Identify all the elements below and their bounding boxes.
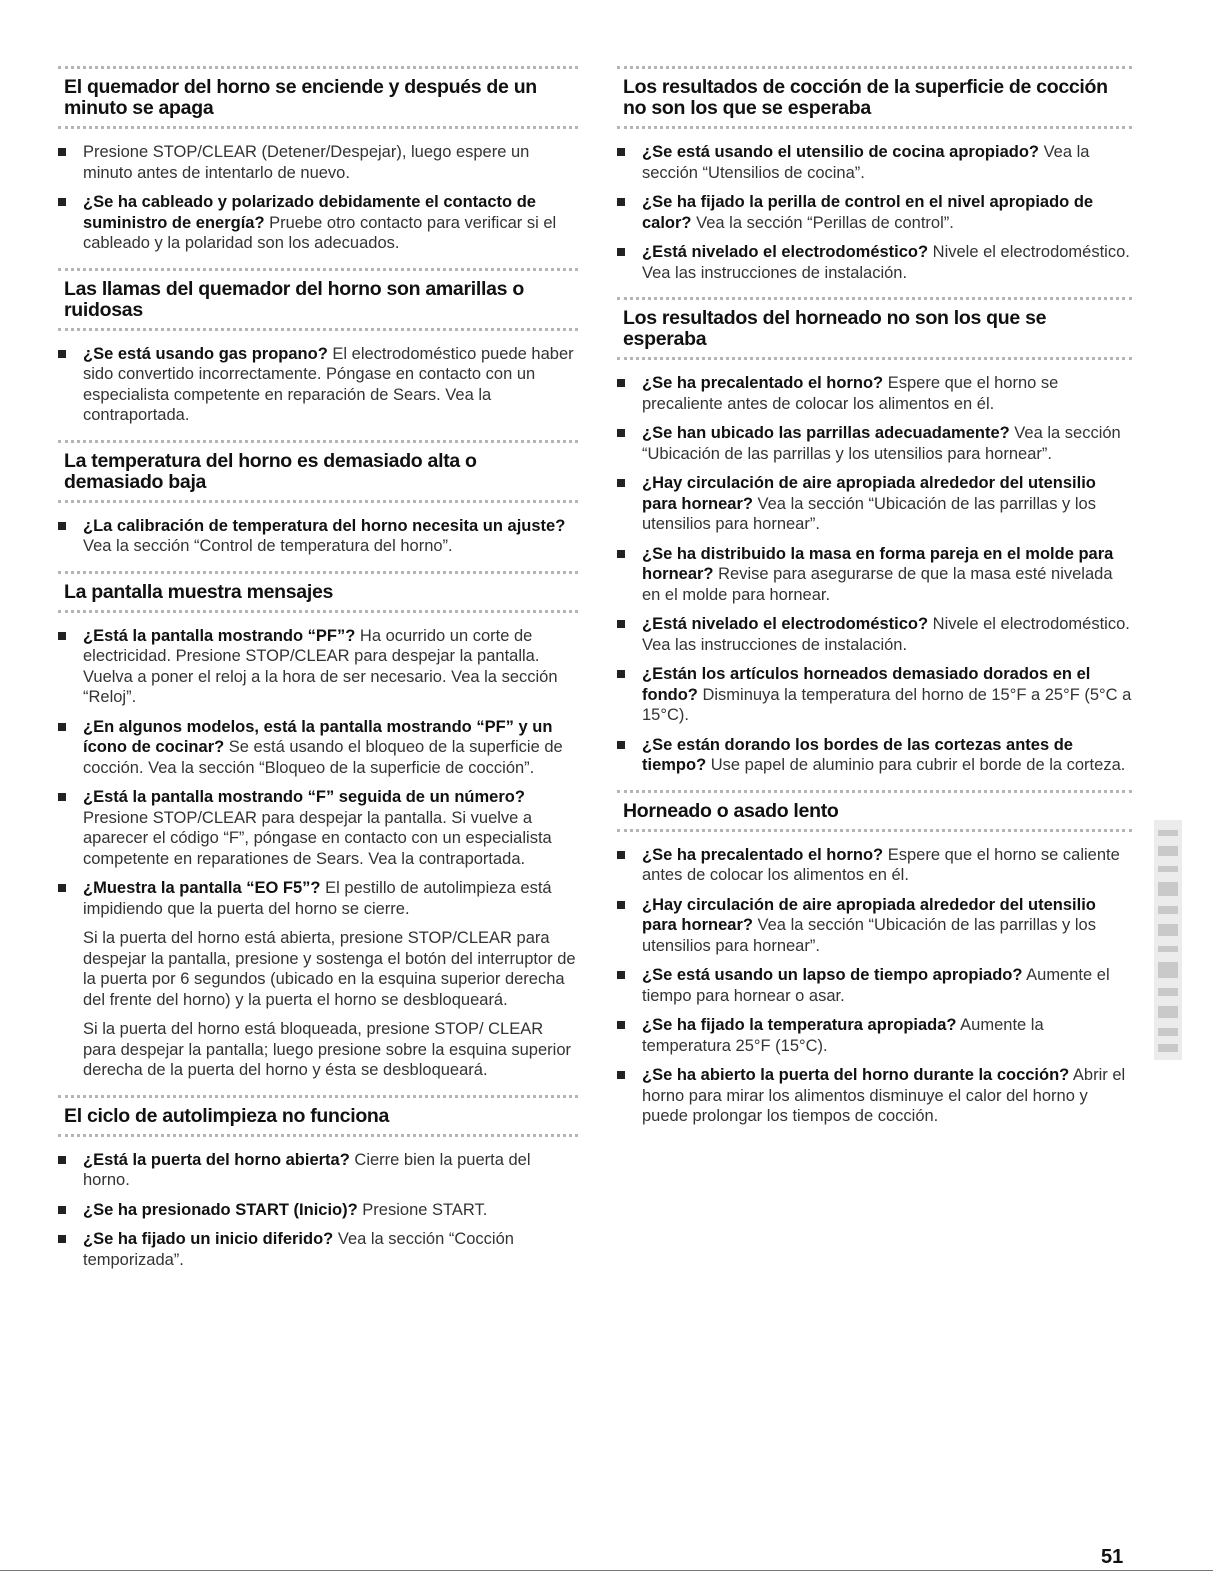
item-text: [83, 1200, 578, 1221]
item-answer: Presione STOP/CLEAR (Detener/Despejar), luego espere un minuto antes de intentarlo de nuevo.: [83, 143, 530, 182]
square-bullet-icon: [617, 851, 625, 859]
item-text: [642, 895, 1132, 957]
list-item: [58, 344, 578, 426]
item-answer: Ha ocurrido un corte de electricidad. Presione STOP/CLEAR para despejar la pantalla. Vuelva a poner el reloj a la hora de ser necesario. Vea la sección “Reloj”.: [83, 626, 558, 706]
item-question: ¿Se ha abierto la puerta del horno durante la cocción?: [642, 1066, 1070, 1084]
section-header: [58, 66, 578, 129]
item-question: ¿Está la pantalla mostrando “PF”?: [83, 626, 356, 645]
item-answer: Espere que el horno se precaliente antes de colocar los alimentos en él.: [642, 374, 1059, 413]
item-answer: Nivele el electrodoméstico. Vea las instrucciones de instalación.: [642, 615, 1130, 654]
square-bullet-icon: [58, 522, 66, 530]
item-question: ¿Se ha distribuido la masa en forma pareja en el molde para hornear?: [642, 544, 1114, 583]
item-answer: El pestillo de autolimpieza está impidiendo que la puerta del horno se cierre.: [83, 879, 552, 918]
troubleshooting-section: [58, 571, 578, 1081]
item-text: [642, 242, 1132, 283]
list-item: [617, 473, 1132, 535]
item-text: [642, 965, 1132, 1006]
square-bullet-icon: [617, 901, 625, 909]
item-answer: Nivele el electrodoméstico. Vea las instrucciones de instalación.: [642, 243, 1130, 282]
item-text: [642, 373, 1132, 414]
item-answer: Vea la sección “Perillas de control”.: [691, 213, 954, 232]
item-question: ¿Se han ubicado las parrillas adecuadamente?: [642, 424, 1010, 442]
section-title: Horneado o asado lento: [623, 799, 839, 822]
list-item: [617, 845, 1132, 886]
item-answer: Aumente el tiempo para hornear o asar.: [642, 966, 1110, 1005]
section-header: [58, 268, 578, 331]
item-answer: Pruebe otro contacto para verificar si el cableado y la polaridad son los adecuados.: [83, 213, 557, 252]
item-text: [642, 142, 1132, 183]
list-item: [617, 423, 1132, 464]
item-question: ¿Se ha precalentado el horno?: [642, 374, 884, 392]
section-title: El ciclo de autolimpieza no funciona: [64, 1104, 390, 1127]
list-item: [58, 787, 578, 869]
square-bullet-icon: [617, 1021, 625, 1029]
square-bullet-icon: [617, 741, 625, 749]
bottom-rule: [0, 1570, 1213, 1571]
list-item: [58, 1200, 578, 1221]
list-item: [617, 1065, 1132, 1127]
list-item: [58, 717, 578, 779]
item-text: [83, 344, 578, 426]
list-item: [617, 1015, 1132, 1056]
square-bullet-icon: [617, 479, 625, 487]
square-bullet-icon: [58, 1156, 66, 1164]
list-item: [58, 1150, 578, 1191]
square-bullet-icon: [617, 620, 625, 628]
section-header: [617, 790, 1132, 832]
item-answer: Aumente la temperatura 25°F (15°C).: [642, 1016, 1044, 1055]
item-answer: El electrodoméstico puede haber sido convertido incorrectamente. Póngase en contacto con un especialista competente en reparación de Sears. Vea la contraportada.: [83, 344, 574, 424]
square-bullet-icon: [617, 1071, 625, 1079]
item-text: [642, 845, 1132, 886]
square-bullet-icon: [617, 248, 625, 256]
section-title: Los resultados del horneado no son los que se esperaba: [623, 307, 1047, 350]
item-text: [642, 1015, 1132, 1056]
item-text: [642, 192, 1132, 233]
item-question: ¿Está nivelado el electrodoméstico?: [642, 243, 929, 261]
item-extra-paragraph: Si la puerta del horno está abierta, presione STOP/CLEAR para despejar la pantalla, presione y sostenga el botón del interruptor de la puerta por 6 segundos (ubicado en la esquina superior derecha del frente del horno) y la puerta el horno se desbloqueará.: [83, 929, 576, 1009]
square-bullet-icon: [617, 971, 625, 979]
item-question: ¿Hay circulación de aire apropiada alrededor del utensilio para hornear?: [642, 474, 1096, 513]
list-item: [58, 192, 578, 254]
section-title: La temperatura del horno es demasiado alta o demasiado baja: [64, 449, 477, 493]
item-answer: Vea la sección “Ubicación de las parrillas y los utensilios para hornear”.: [642, 494, 1096, 533]
item-text: [642, 473, 1132, 535]
item-question: ¿Se está usando el utensilio de cocina apropiado?: [642, 143, 1039, 161]
item-question: ¿Está la pantalla mostrando “F” seguida de un número?: [83, 788, 525, 806]
square-bullet-icon: [58, 793, 66, 801]
item-answer: Se está usando el bloqueo de la superficie de cocción. Vea la sección “Bloqueo de la superficie de cocción”.: [83, 738, 563, 777]
item-question: ¿Se ha presionado START (Inicio)?: [83, 1200, 358, 1219]
item-answer: Use papel de aluminio para cubrir el borde de la corteza.: [706, 756, 1126, 774]
item-question: ¿En algunos modelos, está la pantalla mostrando “PF” y un ícono de cocinar?: [83, 717, 553, 756]
left-column: [58, 66, 578, 1284]
troubleshooting-section: [617, 297, 1132, 776]
item-text: [83, 787, 578, 869]
section-header: [617, 66, 1132, 129]
item-text: [642, 664, 1132, 726]
item-answer: Espere que el horno se caliente antes de colocar los alimentos en él.: [642, 845, 1120, 884]
item-extra-paragraph: Si la puerta del horno está bloqueada, presione STOP/ CLEAR para despejar la pantalla; luego presione sobre la esquina superior derecha de la puerta del horno y ésta se desbloqueará.: [83, 1020, 571, 1079]
section-header: [58, 440, 578, 503]
list-item: [58, 142, 578, 183]
item-answer: Disminuya la temperatura del horno de 15°F a 25°F (5°C a 15°C).: [642, 685, 1132, 724]
item-answer: Presione START.: [357, 1200, 488, 1219]
item-text: [83, 192, 578, 254]
section-header: [58, 571, 578, 613]
item-answer: Vea la sección “Cocción temporizada”.: [83, 1230, 514, 1269]
item-text: [642, 735, 1132, 776]
list-item: [617, 544, 1132, 606]
section-header: [617, 297, 1132, 360]
square-bullet-icon: [617, 550, 625, 558]
troubleshooting-section: [58, 268, 578, 426]
item-answer: Abrir el horno para mirar los alimentos disminuye el calor del horno y puede prolongar los tiempos de cocción.: [642, 1066, 1126, 1125]
faded-side-tab-graphic: [1150, 820, 1186, 1060]
list-item: [617, 664, 1132, 726]
item-question: ¿Se ha precalentado el horno?: [642, 845, 884, 864]
square-bullet-icon: [617, 379, 625, 387]
list-item: [617, 242, 1132, 283]
list-item: [617, 192, 1132, 233]
item-answer: Vea la sección “Utensilios de cocina”.: [642, 143, 1090, 182]
item-question: ¿Están los artículos horneados demasiado dorados en el fondo?: [642, 665, 1091, 704]
item-question: ¿Está la puerta del horno abierta?: [83, 1150, 350, 1169]
section-title: Las llamas del quemador del horno son amarillas o ruidosas: [64, 277, 524, 321]
list-item: [58, 1229, 578, 1270]
item-answer: Cierre bien la puerta del horno.: [83, 1150, 531, 1189]
troubleshooting-section: [58, 1095, 578, 1271]
troubleshooting-section: [58, 66, 578, 254]
item-text: [642, 544, 1132, 606]
item-text: [83, 878, 578, 919]
troubleshooting-section: [58, 440, 578, 557]
square-bullet-icon: [617, 148, 625, 156]
square-bullet-icon: [58, 1206, 66, 1214]
item-text: [83, 626, 578, 708]
list-item: [58, 516, 578, 557]
item-answer: Vea la sección “Ubicación de las parrillas y los utensilios para hornear”.: [642, 916, 1096, 955]
section-title: Los resultados de cocción de la superficie de cocción no son los que se esperaba: [623, 76, 1108, 119]
square-bullet-icon: [58, 632, 66, 640]
item-text: [83, 717, 578, 779]
item-text: [83, 516, 578, 557]
square-bullet-icon: [617, 670, 625, 678]
item-question: ¿Se ha cableado y polarizado debidamente el contacto de suministro de energía?: [83, 193, 536, 232]
item-text: [642, 423, 1132, 464]
square-bullet-icon: [617, 198, 625, 206]
square-bullet-icon: [58, 723, 66, 731]
square-bullet-icon: [58, 198, 66, 206]
item-question: ¿La calibración de temperatura del horno necesita un ajuste?: [83, 516, 566, 535]
square-bullet-icon: [58, 884, 66, 892]
item-question: ¿Se está usando gas propano?: [83, 344, 328, 363]
item-text: [83, 1150, 578, 1191]
square-bullet-icon: [58, 350, 66, 358]
item-question: ¿Se ha fijado la perilla de control en el nivel apropiado de calor?: [642, 193, 1094, 232]
item-question: ¿Está nivelado el electrodoméstico?: [642, 615, 929, 633]
list-item: [617, 735, 1132, 776]
section-header: [58, 1095, 578, 1137]
square-bullet-icon: [617, 429, 625, 437]
item-question: ¿Se está usando un lapso de tiempo apropiado?: [642, 966, 1023, 984]
square-bullet-icon: [58, 148, 66, 156]
item-question: ¿Muestra la pantalla “EO F5”?: [83, 879, 321, 897]
item-text: [642, 1065, 1132, 1127]
list-item: [617, 895, 1132, 957]
list-item: [617, 965, 1132, 1006]
page-number: 51: [1101, 1546, 1124, 1568]
item-question: ¿Hay circulación de aire apropiada alrededor del utensilio para hornear?: [642, 895, 1096, 934]
item-text: [83, 1229, 578, 1270]
item-answer: Presione STOP/CLEAR para despejar la pantalla. Si vuelve a aparecer el código “F”, póngase en contacto con un especialista competente en reparationes de Sears. Vea la contraportada.: [83, 808, 552, 868]
item-text: [83, 142, 578, 183]
list-item: [58, 626, 578, 708]
square-bullet-icon: [58, 1235, 66, 1243]
item-question: ¿Se están dorando los bordes de las cortezas antes de tiempo?: [642, 735, 1073, 774]
item-answer: Vea la sección “Ubicación de las parrillas y los utensilios para hornear”.: [642, 424, 1121, 463]
list-item: [617, 373, 1132, 414]
item-answer: Revise para asegurarse de que la masa esté nivelada en el molde para hornear.: [642, 565, 1113, 604]
right-column: [617, 66, 1132, 1141]
list-item: [617, 614, 1132, 655]
list-item: [58, 878, 578, 1081]
item-answer: Vea la sección “Control de temperatura del horno”.: [83, 537, 453, 555]
troubleshooting-section: [617, 790, 1132, 1127]
item-question: ¿Se ha fijado un inicio diferido?: [83, 1230, 334, 1248]
section-title: La pantalla muestra mensajes: [64, 580, 334, 603]
troubleshooting-section: [617, 66, 1132, 283]
section-title: El quemador del horno se enciende y después de un minuto se apaga: [64, 76, 537, 119]
item-text: [642, 614, 1132, 655]
item-question: ¿Se ha fijado la temperatura apropiada?: [642, 1016, 957, 1034]
list-item: [617, 142, 1132, 183]
